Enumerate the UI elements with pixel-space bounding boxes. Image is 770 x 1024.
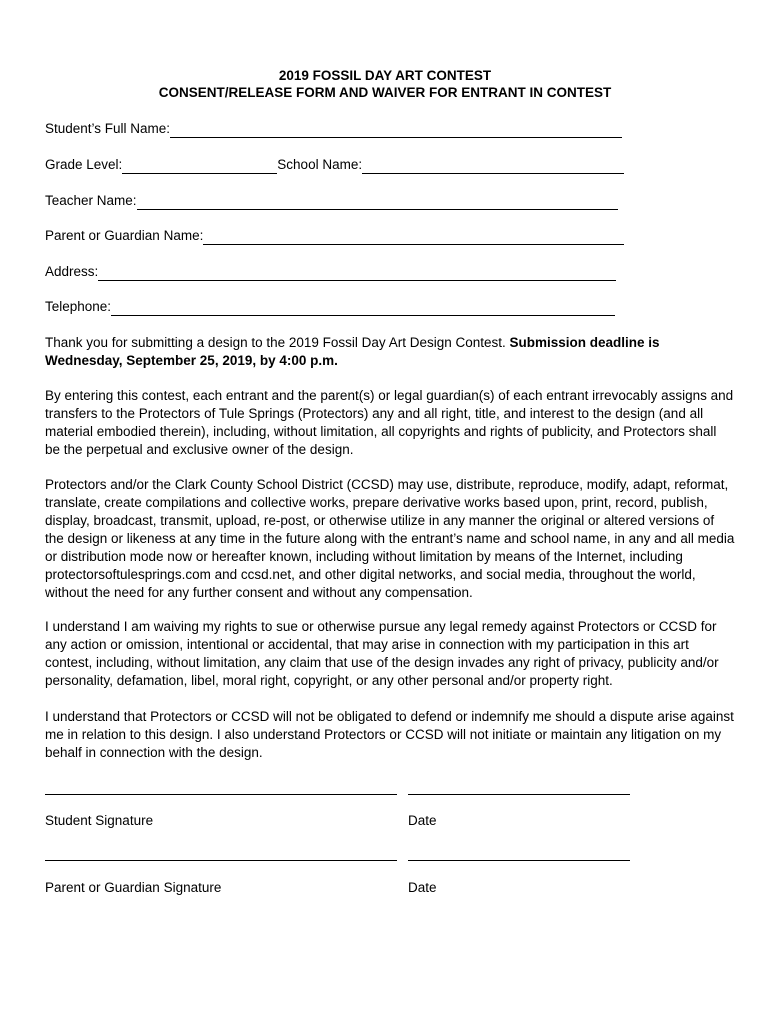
parent-name-row bbox=[45, 227, 624, 245]
grade-school-row bbox=[45, 156, 624, 174]
telephone-field[interactable] bbox=[111, 301, 615, 316]
intro-text: Thank you for submitting a design to the 2019 Fossil Day Art Design Contest. bbox=[45, 335, 510, 350]
student-signature-line[interactable] bbox=[45, 794, 397, 795]
teacher-name-row bbox=[45, 192, 618, 210]
student-name-label: Student’s Full Name: bbox=[45, 121, 171, 136]
student-name-row bbox=[45, 120, 622, 138]
deadline-text: Submission deadline is Wednesday, September 25, 2019, by 4:00 p.m. bbox=[45, 335, 660, 368]
school-name-label: School Name: bbox=[277, 157, 363, 172]
address-label: Address: bbox=[45, 264, 99, 279]
usage-paragraph: Protectors and/or the Clark County School District (CCSD) may use, distribute, reproduce, modify, adapt, reformat, translate, create compilations and collective works, prepare derivative works based upon, print, record, publish, display, broadcast, transmit, upload, re-post, or otherwise utilize in any manner the original or altered versions of the design or likeness at any time in the future along with the entrant’s name and school name, in any and all media or distribution mode now or hereafter known, including without limitation by means of the Internet, including protectorsoftulesprings.com and ccsd.net, and other digital networks, and social media, throughout the world, without the need for any further consent and without any compensation. bbox=[45, 477, 735, 600]
assignment-paragraph: By entering this contest, each entrant and the parent(s) or legal guardian(s) of each entrant irrevocably assigns and transfers to the Protectors of Tule Springs (Protectors) any and all right, title, and interest to the design (and all material embodied therein), including, without limitation, all copyrights and rights of publicity, and Protectors shall be the perpetual and exclusive owner of the design. bbox=[45, 388, 734, 457]
address-row bbox=[45, 263, 616, 281]
student-signature-label: Student Signature bbox=[45, 813, 154, 828]
teacher-name-label: Teacher Name: bbox=[45, 193, 137, 208]
telephone-label: Telephone: bbox=[45, 299, 112, 314]
indemnify-paragraph: I understand that Protectors or CCSD will not be obligated to defend or indemnify me should a dispute arise against me in relation to this design. I also understand Protectors or CCSD will not initiate or maintain any litigation on my behalf in connection with the design. bbox=[45, 709, 734, 760]
address-field[interactable] bbox=[98, 266, 616, 281]
telephone-row bbox=[45, 298, 615, 316]
parent-signature-line[interactable] bbox=[45, 860, 397, 861]
parent-date-line[interactable] bbox=[408, 860, 630, 861]
parent-name-label: Parent or Guardian Name: bbox=[45, 228, 204, 243]
parent-date-label: Date bbox=[408, 880, 437, 895]
intro-paragraph bbox=[45, 334, 735, 370]
student-date-label: Date bbox=[408, 813, 437, 828]
grade-level-label: Grade Level: bbox=[45, 157, 123, 172]
parent-signature-label: Parent or Guardian Signature bbox=[45, 880, 222, 895]
student-name-field[interactable] bbox=[170, 123, 622, 138]
waiver-paragraph: I understand I am waiving my rights to sue or otherwise pursue any legal remedy against Protectors or CCSD for any action or omission, intentional or accidental, that may arise in connection with my participation in this art contest, including, without limitation, any claim that use of the design invades any right of privacy, publicity and/or personality, defamation, libel, moral right, copyright, or any other personal and/or property right. bbox=[45, 619, 719, 688]
form-subtitle: CONSENT/RELEASE FORM AND WAIVER FOR ENTRANT IN CONTEST bbox=[158, 85, 612, 100]
form-title: 2019 FOSSIL DAY ART CONTEST bbox=[278, 68, 492, 83]
school-name-field[interactable] bbox=[362, 159, 624, 174]
parent-name-field[interactable] bbox=[203, 230, 624, 245]
student-date-line[interactable] bbox=[408, 794, 630, 795]
teacher-name-field[interactable] bbox=[137, 195, 618, 210]
grade-level-field[interactable] bbox=[122, 159, 277, 174]
